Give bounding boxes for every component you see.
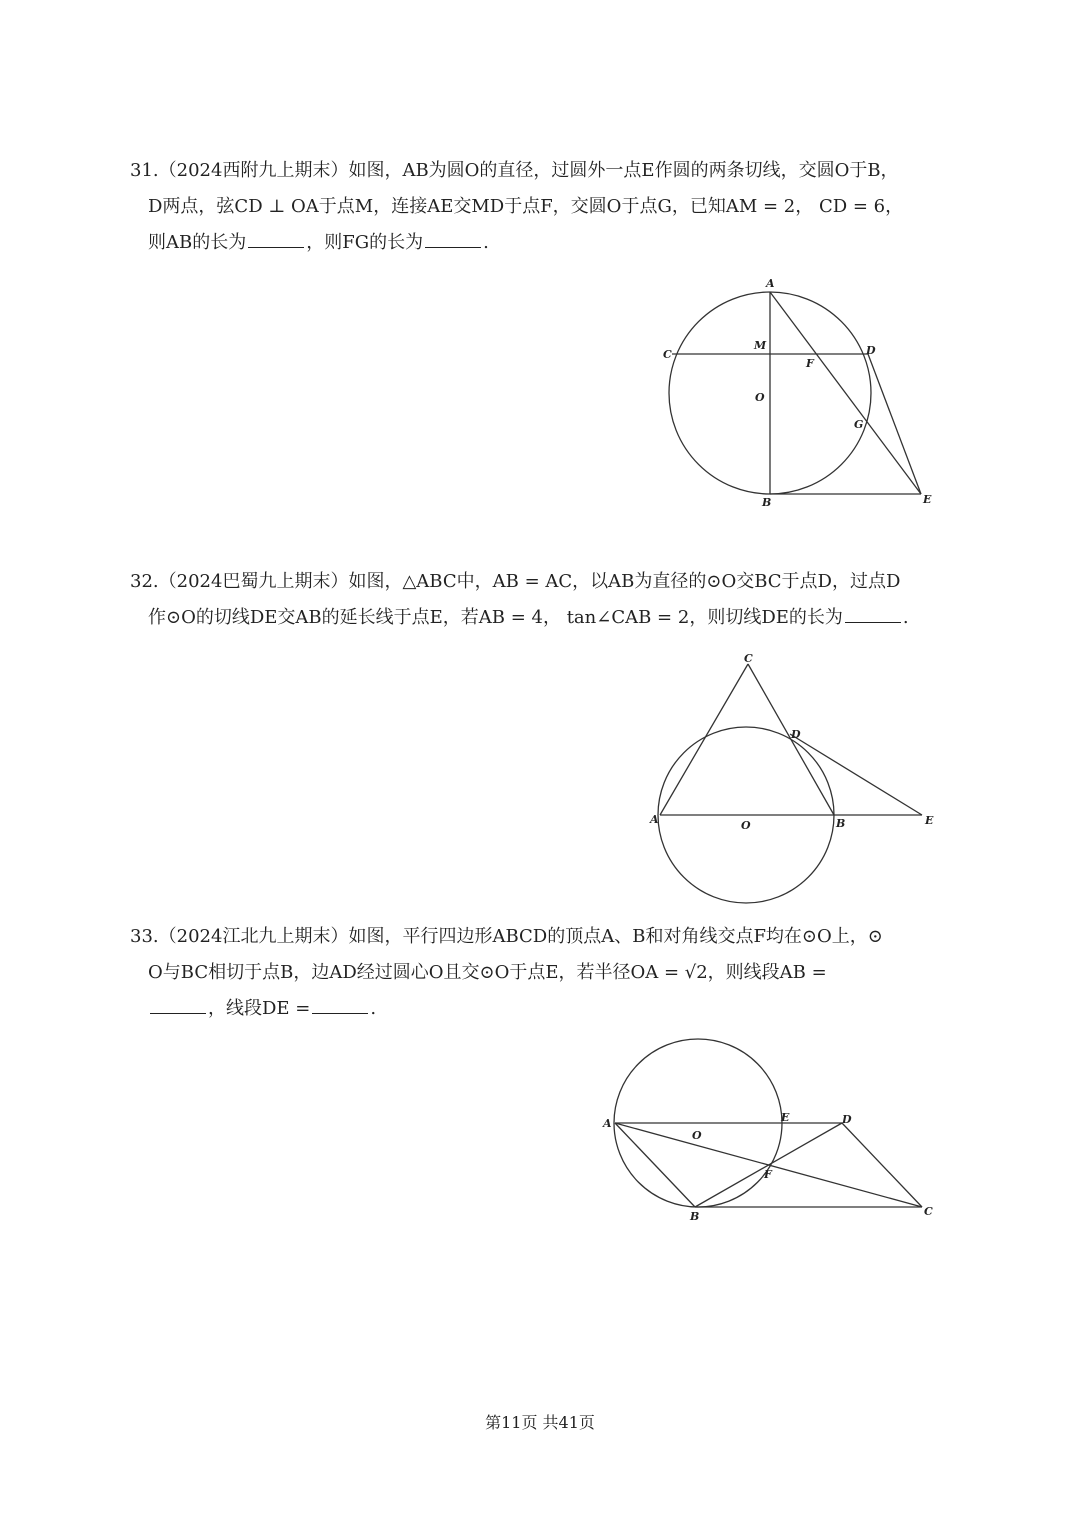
answer-blank[interactable]	[845, 604, 901, 623]
problem-source: （2024江北九上期末）	[158, 926, 349, 947]
problem-32-line2	[130, 600, 960, 636]
problem-32-line1: 32.（2024巴蜀九上期末）如图，△ABC中，AB = AC，以AB为直径的⊙O交BC于点D，过点D	[130, 571, 901, 592]
problem-text: .	[902, 607, 909, 628]
tangent-de	[868, 354, 921, 494]
label-e: E	[925, 814, 934, 827]
problem-number: 33	[130, 926, 153, 947]
label-d: D	[866, 344, 876, 357]
label-b: B	[836, 817, 846, 830]
problem-source: （2024西附九上期末）	[158, 160, 349, 181]
label-b: B	[762, 496, 772, 509]
segment-ae	[770, 292, 921, 494]
side-ab	[615, 1123, 695, 1207]
figure-33	[595, 1035, 955, 1235]
figure-32	[640, 650, 950, 910]
problem-31-line3	[130, 225, 960, 261]
problem-31-line2	[130, 189, 960, 225]
problem-text: 作⊙O的切线DE交AB的延长线于点E，若AB = 4， tan∠CAB = 2，则切线DE的长为	[148, 607, 843, 628]
page-footer: 第11页 共41页	[485, 1413, 595, 1432]
problem-text: 如图，AB为圆O的直径，过圆外一点E作圆的两条切线，交圆O于B，	[348, 160, 899, 181]
label-d: D	[791, 728, 801, 741]
label-e: E	[923, 493, 932, 506]
problem-31-line1: 31.（2024西附九上期末）如图，AB为圆O的直径，过圆外一点E作圆的两条切线，交圆O于B，	[130, 160, 899, 181]
label-m: M	[754, 339, 767, 352]
side-ac	[660, 664, 748, 815]
problem-31	[130, 153, 960, 261]
label-c: C	[924, 1205, 933, 1218]
label-o: O	[755, 391, 765, 404]
label-f: F	[764, 1168, 772, 1181]
figure-31	[640, 270, 960, 520]
label-b: B	[690, 1210, 700, 1223]
answer-blank[interactable]	[150, 995, 206, 1014]
problem-32	[130, 564, 960, 636]
problem-source: （2024巴蜀九上期末）	[158, 571, 349, 592]
problem-text: 则AB的长为	[148, 232, 247, 253]
problem-text: .	[370, 998, 377, 1019]
problem-33-line1: 33.（2024江北九上期末）如图，平行四边形ABCD的顶点A、B和对角线交点F均在⊙O上，⊙	[130, 926, 883, 947]
label-a: A	[650, 813, 659, 826]
problem-33-line2	[130, 955, 960, 991]
label-g: G	[854, 418, 864, 431]
answer-blank[interactable]	[425, 229, 481, 248]
problem-text: D两点，弦CD ⊥ OA于点M，连接AE交MD于点F，交圆O于点G，已知AM = 2， CD = 6，	[148, 196, 904, 217]
problem-33-line3	[130, 991, 960, 1027]
diagonal-bd	[695, 1123, 842, 1207]
label-d: D	[842, 1113, 852, 1126]
problem-text: ，线段DE =	[208, 998, 311, 1019]
label-c: C	[663, 348, 672, 361]
problem-number: 31	[130, 160, 153, 181]
label-o: O	[741, 819, 751, 832]
problem-33	[130, 919, 960, 1027]
problem-text: O与BC相切于点B，边AD经过圆心O且交⊙O于点E，若半径OA = √2，则线段AB =	[148, 962, 827, 983]
problem-number: 32	[130, 571, 153, 592]
problem-text: ，则FG的长为	[306, 232, 424, 253]
label-a: A	[603, 1117, 612, 1130]
label-f: F	[806, 357, 814, 370]
problem-text: .	[483, 232, 489, 253]
label-o: O	[692, 1129, 702, 1142]
answer-blank[interactable]	[312, 995, 368, 1014]
side-dc	[842, 1123, 922, 1207]
problem-text: 如图，平行四边形ABCD的顶点A、B和对角线交点F均在⊙O上，⊙	[348, 926, 883, 947]
problem-text: 如图，△ABC中，AB = AC，以AB为直径的⊙O交BC于点D，过点D	[348, 571, 901, 592]
tangent-de	[790, 734, 922, 815]
answer-blank[interactable]	[248, 229, 304, 248]
label-a: A	[766, 277, 775, 290]
label-c: C	[744, 652, 753, 665]
label-e: E	[781, 1111, 790, 1124]
